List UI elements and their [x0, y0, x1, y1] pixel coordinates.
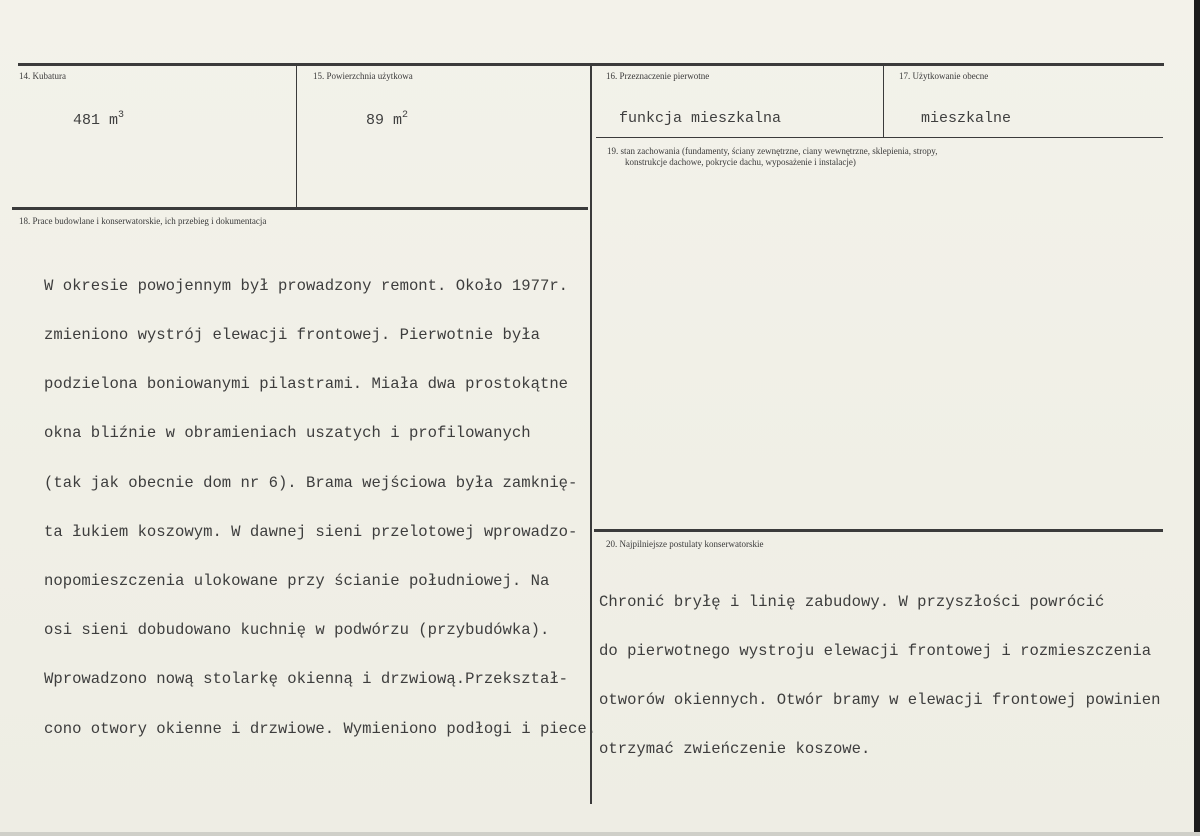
field-17-value: mieszkalne [921, 110, 1012, 127]
field-20-label: 20. Najpilniejsze postulaty konserwatorskie [606, 539, 764, 549]
field-19-label-line-1: 19. stan zachowania (fundamenty, ściany zewnętrzne, ciany wewnętrzne, sklepienia, stropy, [607, 146, 938, 156]
field-18-line: nopomieszczenia ulokowane przy ścianie południowej. Na [44, 572, 550, 591]
divider-16-17 [883, 64, 884, 138]
field-14-value: 481 $m^3$ [73, 110, 125, 129]
field-18-line: osi sieni dobudowano kuchnię w podwórzu (przybudówka). [44, 621, 550, 640]
scan-edge-bottom [0, 832, 1200, 836]
field-16-label: 16. Przeznaczenie pierwotne [606, 71, 710, 81]
divider-14-15 [296, 64, 297, 208]
field-18-line: podzielona boniowanymi pilastrami. Miała dwa prostokątne [44, 375, 569, 394]
field-18-line: (tak jak obecnie dom nr 6). Brama wejściowa była zamknię- [44, 473, 578, 492]
scan-edge-right [1194, 0, 1200, 836]
field-18-line: ta łukiem koszowym. W dawnej sieni przelotowej wprowadzo- [44, 522, 578, 541]
field-17-label: 17. Użytkowanie obecne [899, 71, 989, 81]
row1-bottom-rule-right [596, 137, 1163, 138]
field-18-text [44, 245, 596, 753]
field-15-label: 15. Powierzchnia użytkowa [313, 71, 413, 81]
field-20-line: do pierwotnego wystroju elewacji frontowej i rozmieszczenia [599, 642, 1152, 661]
field-15-value: 89 $m^2$ [366, 110, 409, 129]
field-14-label: 14. Kubatura [19, 71, 66, 81]
field-19-label-line-2: konstrukcje dachowe, pokrycie dachu, wyposażenie i instalacje) [625, 157, 856, 167]
field-18-label: 18. Prace budowlane i konserwatorskie, ich przebieg i dokumentacja [19, 216, 267, 226]
field-16-value: funkcja mieszkalna [619, 110, 782, 127]
field-20-text [599, 561, 1160, 774]
field-20-line: otrzymać zwieńczenie koszowe. [599, 740, 871, 759]
field-15-unit-exponent: 2 [402, 110, 409, 121]
field-20-line: otworów okiennych. Otwór bramy w elewacji frontowej powinien [599, 691, 1161, 710]
field-18-line: W okresie powojennym był prowadzony remont. Około 1977r. [44, 276, 569, 295]
field-14-unit-exponent: 3 [118, 110, 125, 121]
section-20-top-rule [594, 529, 1163, 532]
field-20-line: Chronić bryłę i linię zabudowy. W przyszłości powrócić [599, 592, 1105, 611]
field-18-line: Wprowadzono nową stolarkę okienną i drzwiową.Przekształ- [44, 670, 569, 689]
field-18-line: okna bliźnie w obramieniach uszatych i profilowanych [44, 424, 531, 443]
field-18-line: zmieniono wystrój elewacji frontowej. Pierwotnie była [44, 326, 540, 345]
row1-bottom-rule-left [12, 207, 588, 210]
field-18-line: cono otwory okienne i drzwiowe. Wymieniono podłogi i piece. [44, 719, 597, 738]
